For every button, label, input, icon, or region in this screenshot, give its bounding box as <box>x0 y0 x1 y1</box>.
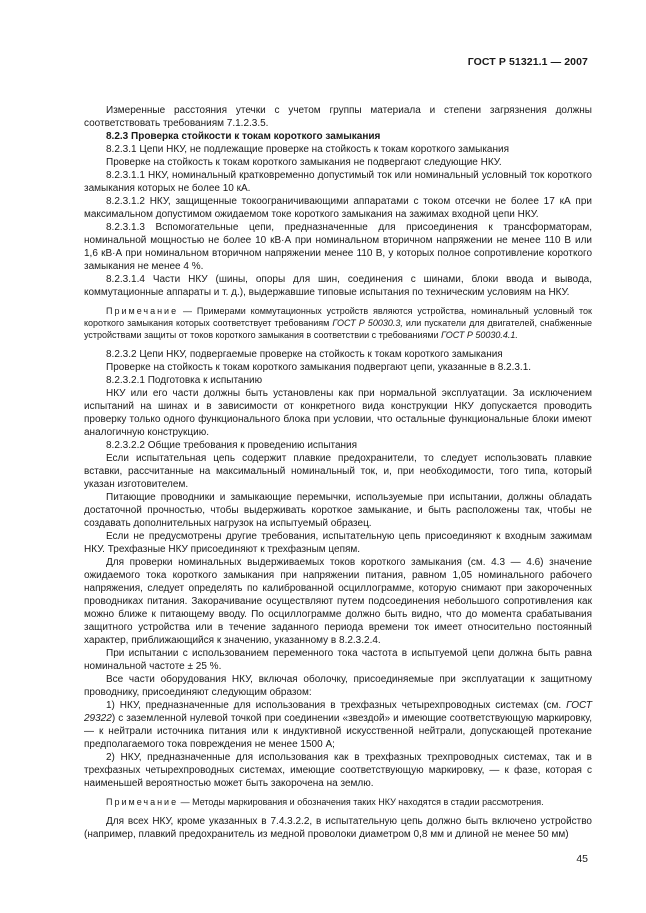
note-text: — Примерами коммутационных устройств являются устройства, номинальный условный ток короткого замыкания которых соответствует требованиям <box>84 306 592 328</box>
paragraph: НКУ или его части должны быть установлены как при нормальной эксплуатации. За исключением испытаний на шинах и в зависимости от конкретного вида конструкции НКУ допускается проводить проверку только одного функционального блока при условии, что остальные функциональные блоки имеют аналогичную конструкцию. <box>84 388 592 438</box>
paragraph: Все части оборудования НКУ, включая оболочку, присоединяемые при эксплуатации к защитному проводнику, присоединяют следующим образом: <box>84 674 592 698</box>
document-header: ГОСТ Р 51321.1 — 2007 <box>467 56 588 68</box>
note-label: Примечание <box>106 797 179 807</box>
paragraph: Для всех НКУ, кроме указанных в 7.4.3.2.2, в испытательную цепь должно быть включено устройство (например, плавкий предохранитель из медной проволоки диаметром 0,8 мм и длиной не менее 50 мм) <box>84 816 592 840</box>
paragraph: 8.2.3.1 Цепи НКУ, не подлежащие проверке на стойкость к токам короткого замыкания <box>106 144 509 155</box>
document-body <box>84 104 592 841</box>
paragraph: 8.2.3.1.3 Вспомогательные цепи, предназначенные для присоединения к трансформаторам, номинальной мощностью не более 10 кВ·А при номинальном вторичном напряжении не менее 110 В или 1,6 кВ·А при номинальном вторичном напряжении менее 110 В, у которых полное сопротивление короткого замыкания не менее 4 %. <box>84 222 592 272</box>
paragraph: 8.2.3.2.2 Общие требования к проведению испытания <box>106 440 358 451</box>
paragraph: Проверке на стойкость к токам короткого замыкания не подвергают следующие НКУ. <box>106 157 502 168</box>
standard-reference: ГОСТ 29322 <box>84 700 592 724</box>
standard-reference: ГОСТ Р 50030.4.1. <box>441 330 518 340</box>
note-text: — Методы маркирования и обозначения таких НКУ находятся в стадии рассмотрения. <box>178 797 544 807</box>
paragraph: Проверке на стойкость к токам короткого замыкания подвергают цепи, указанные в 8.2.3.1. <box>106 362 532 373</box>
standard-reference: ГОСТ Р 50030.3, <box>332 318 403 328</box>
page-number: 45 <box>576 853 588 865</box>
paragraph <box>84 699 592 751</box>
paragraph: 8.2.3.1.2 НКУ, защищенные токоограничивающими аппаратами с током отсечки не более 17 кА при максимальном допустимом ожидаемом токе короткого замыкания на зажимах входной цепи НКУ. <box>84 196 592 220</box>
paragraph: Для проверки номинальных выдерживаемых токов короткого замыкания (см. 4.3 — 4.6) значение ожидаемого тока короткого замыкания при напряжении питания, равном 1,05 номинального рабочего напряжения, следует определять по калиброванной осциллограмме, которую снимают при закороченных проводниках питания. Закорачивание осуществляют путем подсоединения небольшого сопротивления как можно ближе к питающему вводу. По осциллограмме должно быть видно, что до момента срабатывания защитного устройства или в течение заданного периода времени ток имеет относительно постоянный характер, приближающийся к значению, указанному в 8.2.3.2.4. <box>84 557 592 646</box>
paragraph: 8.2.3.2 Цепи НКУ, подвергаемые проверке на стойкость к токам короткого замыкания <box>106 349 503 360</box>
paragraph: 8.2.3.1.4 Части НКУ (шины, опоры для шин, соединения с шинами, блоки ввода и вывода, коммутационные аппараты и т. д.), выдержавшие типовые испытания по техническим условиям на НКУ. <box>84 274 592 298</box>
note-label: Примечание <box>106 306 179 316</box>
paragraph: Если не предусмотрены другие требования, испытательную цепь присоединяют к входным зажимам НКУ. Трехфазные НКУ присоединяют к трехфазным цепям. <box>84 531 592 555</box>
paragraph: 8.2.3.2.1 Подготовка к испытанию <box>106 375 263 386</box>
paragraph: 2) НКУ, предназначенные для использования как в трехфазных трехпроводных системах, так и в трехфазных четырехпроводных системах, имеющие соответствующую маркировку, — к фазе, которая с наименьшей вероятностью может быть закорочена на землю. <box>84 752 592 789</box>
paragraph-text: ) с заземленной нулевой точкой при соединении «звездой» и имеющие соответствующую маркировку, — к нейтрали источника питания или к индуктивной искусственной нейтрали, допускающей протекание предполагаемого тока повреждения не менее 1500 А; <box>84 713 592 750</box>
note-text: или пускатели для двигателей, снабженные устройствами защиты от токов короткого замыкания в соответствии с требованиями <box>84 318 593 340</box>
section-heading: 8.2.3 Проверка стойкости к токам короткого замыкания <box>106 131 381 142</box>
paragraph-text: 1) НКУ, предназначенные для использования в трехфазных четырехпроводных системах (см. <box>106 700 567 711</box>
paragraph: При испытании с использованием переменного тока частота в испытуемой цепи должна быть равна номинальной частоте ± 25 %. <box>84 648 592 672</box>
note <box>84 305 592 341</box>
paragraph: Питающие проводники и замыкающие перемычки, используемые при испытании, должны обладать достаточной прочностью, чтобы выдерживать короткое замыкание, и быть расположены так, чтобы не создавать дополнительных нагрузок на испытуемый образец. <box>84 492 592 529</box>
note <box>84 796 592 808</box>
paragraph: Измеренные расстояния утечки с учетом группы материала и степени загрязнения должны соответствовать требованиям 7.1.2.3.5. <box>84 105 592 129</box>
paragraph: Если испытательная цепь содержит плавкие предохранители, то следует использовать плавкие вставки, рассчитанные на максимальный номинальный ток, и, при необходимости, того типа, который указан изготовителем. <box>84 453 592 490</box>
paragraph: 8.2.3.1.1 НКУ, номинальный кратковременно допустимый ток или номинальный условный ток короткого замыкания которых не более 10 кА. <box>84 170 592 194</box>
